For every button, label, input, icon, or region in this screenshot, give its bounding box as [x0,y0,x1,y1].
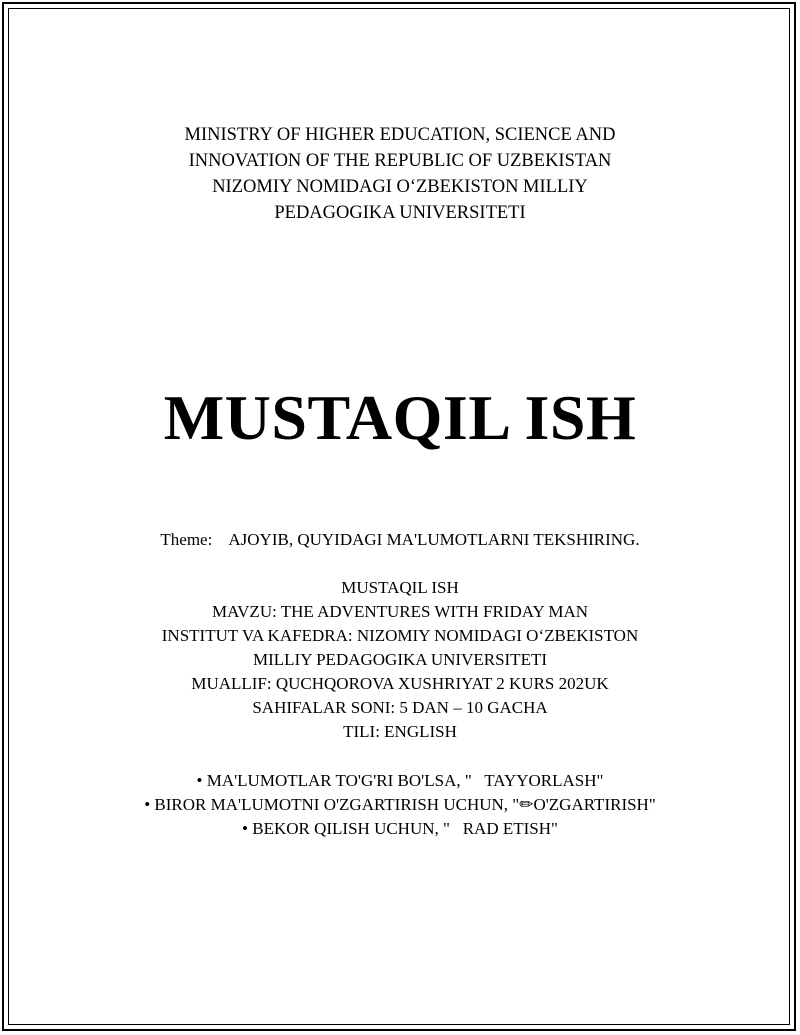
header-line: NIZOMIY NOMIDAGI O‘ZBEKISTON MILLIY [212,177,588,197]
details-line: MILLIY PEDAGOGIKA UNIVERSITETI [253,650,547,669]
details-line: INSTITUT VA KAFEDRA: NIZOMIY NOMIDAGI O‘ZBEKISTON [161,626,639,645]
details-line: MAVZU: THE ADVENTURES WITH FRIDAY MAN [211,602,589,621]
option-item-prepare: • MA'LUMOTLAR TO'G'RI BO'LSA, " TAYYORLASH" [196,771,604,790]
institution-header [0,122,800,226]
option-item-edit: • BIROR MA'LUMOTNI O'ZGARTIRISH UCHUN, "✏O'ZGARTIRISH" [144,795,656,814]
details-line: TILI: ENGLISH [343,722,457,741]
option-item-cancel: • BEKOR QILISH UCHUN, " RAD ETISH" [242,819,558,838]
header-line: INNOVATION OF THE REPUBLIC OF UZBEKISTAN [188,151,612,171]
theme-line [0,528,800,552]
options-list [0,769,800,841]
header-line: PEDAGOGIKA UNIVERSITETI [274,203,526,223]
header-line: MINISTRY OF HIGHER EDUCATION, SCIENCE AND [184,125,616,145]
theme-label: Theme: [160,530,213,549]
theme-value: AJOYIB, QUYIDAGI MA'LUMOTLARNI TEKSHIRING. [228,530,640,549]
work-details [0,576,800,744]
details-line: MUALLIF: QUCHQOROVA XUSHRIYAT 2 KURS 202UK [191,674,609,693]
details-line: MUSTAQIL ISH [341,578,459,597]
details-line: SAHIFALAR SONI: 5 DAN – 10 GACHA [252,698,548,717]
document-title: MUSTAQIL ISH [163,382,637,453]
